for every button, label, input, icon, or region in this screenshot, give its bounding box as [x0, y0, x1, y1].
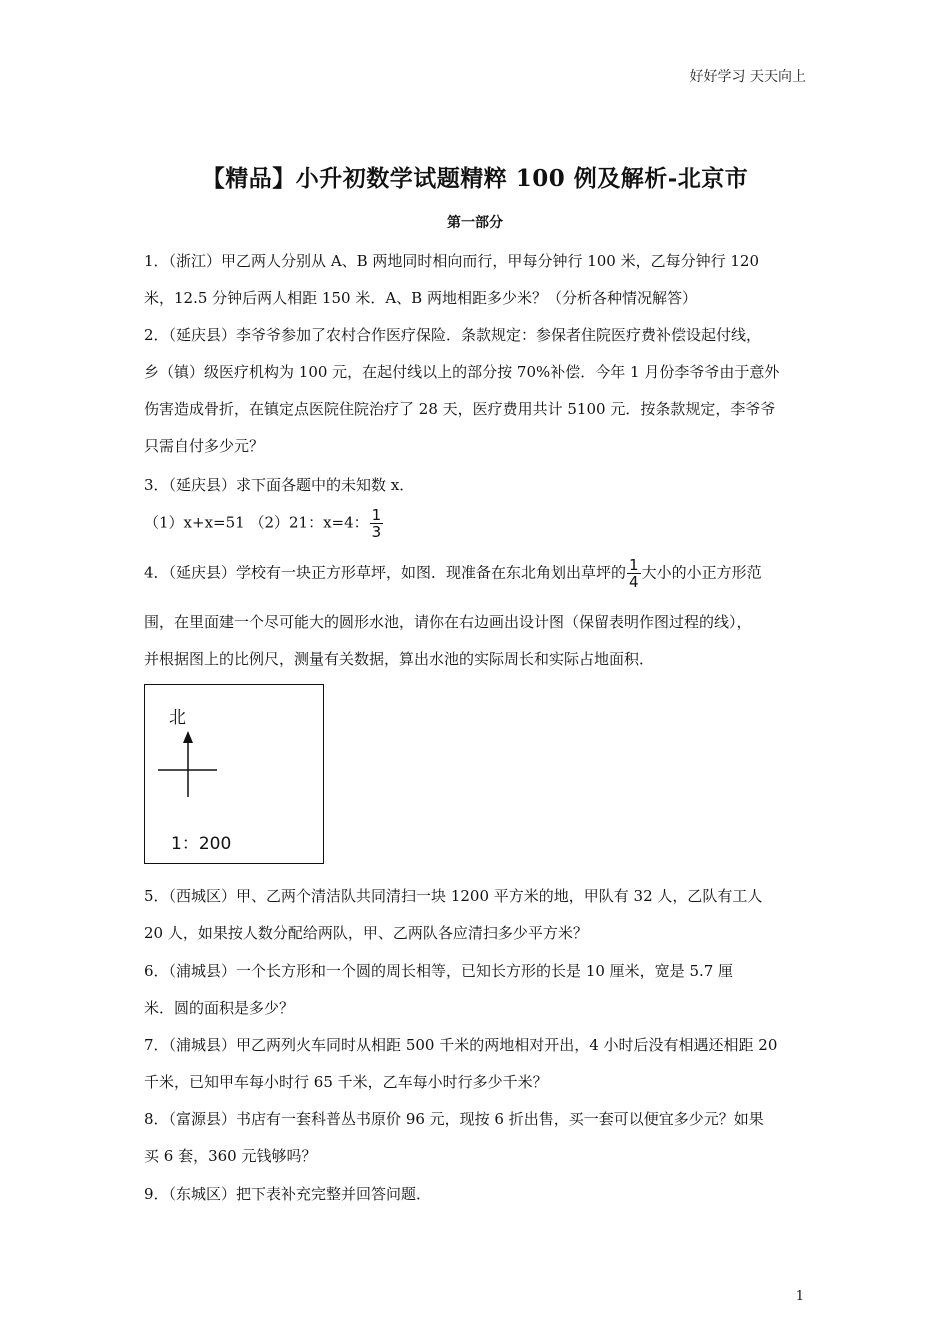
- fraction-denominator: 4: [629, 573, 639, 591]
- north-label: 北: [169, 708, 186, 728]
- question-8-line-1: 8．（富源县）书店有一套科普丛书原价 96 元，现按 6 折出售，买一套可以便宜多少元？如果: [144, 1110, 764, 1128]
- page-number: 1: [795, 1289, 804, 1304]
- question-8-line-2: 买 6 套，360 元钱够吗？: [144, 1147, 317, 1165]
- section-heading: 第一部分: [447, 215, 503, 231]
- lawn-diagram: [144, 684, 324, 864]
- question-3-line-1: 3．（延庆县）求下面各题中的未知数 x．: [144, 476, 415, 494]
- question-3-equations: [144, 507, 384, 540]
- fraction-numerator: 1: [629, 556, 639, 574]
- question-1-line-2: 米，12.5 分钟后两人相距 150 米．A、B 两地相距多少米？（分析各种情况解答）: [144, 289, 697, 307]
- question-4-text-b: 大小的小正方形范: [641, 563, 762, 582]
- fraction-one-quarter: [627, 557, 641, 590]
- question-2-line-3: 伤害造成骨折，在镇定点医院住院治疗了 28 天，医疗费用共计 5100 元．按条款规定，李爷爷: [144, 400, 776, 418]
- question-9-line-1: 9．（东城区）把下表补充完整并回答问题．: [144, 1185, 432, 1203]
- question-5-line-1: 5．（西城区）甲、乙两个清洁队共同清扫一块 1200 平方米的地，甲队有 32 人，乙队有工人: [144, 887, 763, 905]
- question-2-line-4: 只需自付多少元？: [144, 437, 265, 455]
- question-4-line-2: 围，在里面建一个尽可能大的圆形水池，请你在右边画出设计图（保留表明作图过程的线），: [144, 613, 752, 631]
- question-6-line-1: 6．（浦城县）一个长方形和一个圆的周长相等，已知长方形的长是 10 厘米，宽是 5.7 厘: [144, 962, 734, 980]
- question-2-line-1: 2．（延庆县）李爷爷参加了农村合作医疗保险．条款规定：参保者住院医疗费补偿设起付线，: [144, 326, 762, 344]
- fraction-one-third: [370, 507, 384, 540]
- question-6-line-2: 米．圆的面积是多少？: [144, 999, 295, 1017]
- question-4-line-1: [144, 557, 762, 590]
- question-2-line-2: 乡（镇）级医疗机构为 100 元，在起付线以上的部分按 70%补偿．今年 1 月份李爷爷由于意外: [144, 363, 780, 381]
- header-motto: 好好学习 天天向上: [689, 69, 806, 85]
- question-4-text-a: 4．（延庆县）学校有一块正方形草坪，如图．现准备在东北角划出草坪的: [144, 563, 627, 582]
- scale-label: 1：200: [171, 834, 232, 854]
- question-7-line-2: 千米，已知甲车每小时行 65 千米，乙车每小时行多少千米？: [144, 1073, 548, 1091]
- equation-text: （1）x+x=51 （2）21：x=4：: [144, 513, 369, 532]
- question-1-line-1: 1．（浙江）甲乙两人分别从 A、B 两地同时相向而行，甲每分钟行 100 米，乙每分钟行 120: [144, 252, 760, 270]
- document-title: 【精品】小升初数学试题精粹 100 例及解析-北京市: [201, 165, 749, 192]
- fraction-denominator: 3: [371, 523, 382, 541]
- question-7-line-1: 7．（浦城县）甲乙两列火车同时从相距 500 千米的两地相对开出，4 小时后没有相遇还相距 20: [144, 1036, 778, 1054]
- question-5-line-2: 20 人，如果按人数分配给两队，甲、乙两队各应清扫多少平方米？: [144, 924, 588, 942]
- fraction-numerator: 1: [371, 506, 382, 524]
- question-4-line-3: 并根据图上的比例尺，测量有关数据，算出水池的实际周长和实际占地面积．: [144, 650, 655, 668]
